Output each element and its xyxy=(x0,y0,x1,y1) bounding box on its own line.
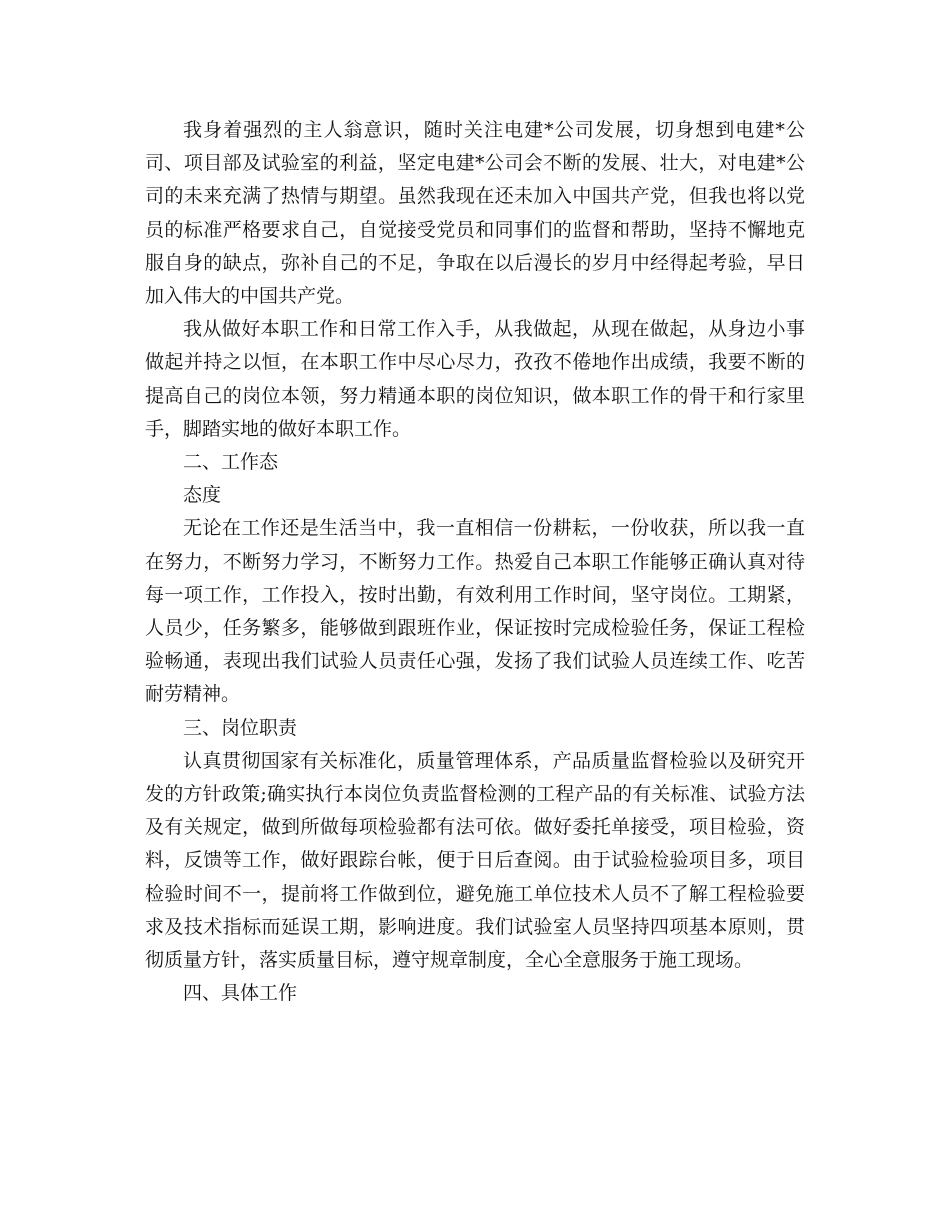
paragraph-job-duties: 我从做好本职工作和日常工作入手，从我做起，从现在做起，从身边小事做起并持之以恒，在本职工作中尽心尽力，孜孜不倦地作出成绩，我要不断的提高自己的岗位本领，努力精通本职的岗位知识，做本职工作的骨干和行家里手，脚踏实地的做好本职工作。 xyxy=(145,318,805,440)
paragraph-post-responsibilities: 认真贯彻国家有关标准化，质量管理体系，产品质量监督检验以及研究开发的方针政策;确实执行本岗位负责监督检测的工程产品的有关标准、试验方法及有关规定，做到所做每项检验都有法可依。做好委托单接受，项目检验，资料，反馈等工作，做好跟踪台帐，便于日后查阅。由于试验检验项目多，项目检验时间不一，提前将工作做到位，避免施工单位技术人员不了解工程检验要求及技术指标而延误工期，影响进度。我们试验室人员坚持四项基本原则，贯彻质量方针，落实质量目标，遵守规章制度，全心全意服务于施工现场。 xyxy=(145,749,805,972)
paragraph-party-awareness: 我身着强烈的主人翁意识，随时关注电建*公司发展，切身想到电建*公司、项目部及试验室的利益，坚定电建*公司会不断的发展、壮大，对电建*公司的未来充满了热情与期望。虽然我现在还未加入中国共产党，但我也将以党员的标准严格要求自己，自觉接受党员和同事们的监督和帮助，坚持不懈地克服自身的缺点，弥补自己的不足，争取在以后漫长的岁月中经得起考验，早日加入伟大的中国共产党。 xyxy=(145,119,805,308)
section-heading-work-attitude: 二、工作态 xyxy=(183,451,279,474)
document-body xyxy=(145,114,805,1010)
section-subheading-attitude: 态度 xyxy=(183,484,222,507)
section-heading-specific-work: 四、具体工作 xyxy=(183,982,298,1005)
section-heading-post-responsibilities: 三、岗位职责 xyxy=(183,716,298,739)
paragraph-work-attitude: 无论在工作还是生活当中，我一直相信一份耕耘，一份收获，所以我一直在努力，不断努力学习，不断努力工作。热爱自己本职工作能够正确认真对待每一项工作，工作投入，按时出勤，有效利用工作时间，坚守岗位。工期紧，人员少，任务繁多，能够做到跟班作业，保证按时完成检验任务，保证工程检验畅通，表现出我们试验人员责任心强，发扬了我们试验人员连续工作、吃苦耐劳精神。 xyxy=(145,517,805,706)
